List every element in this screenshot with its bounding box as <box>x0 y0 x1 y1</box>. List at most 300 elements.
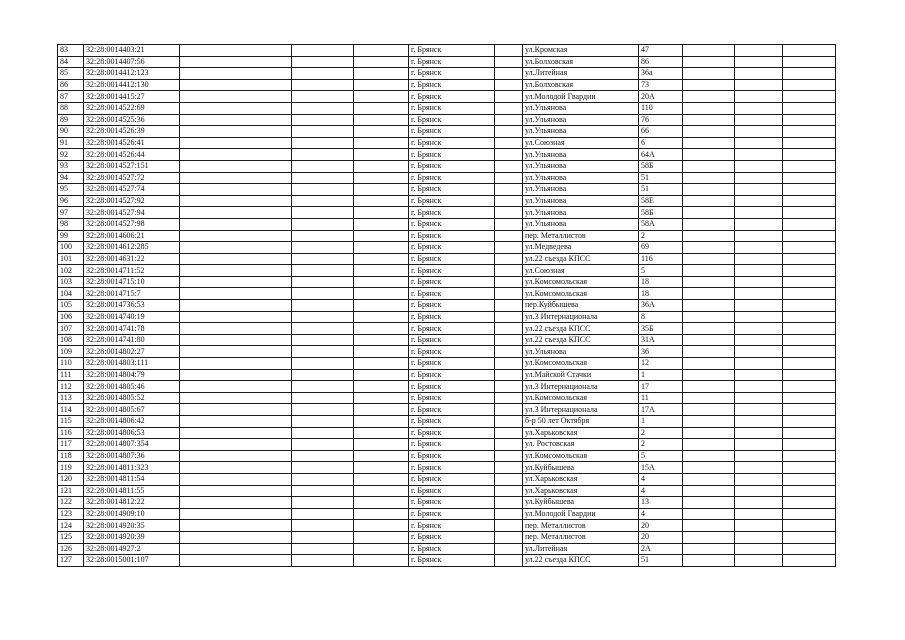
empty-cell <box>683 473 735 485</box>
empty-cell <box>735 473 783 485</box>
empty-cell <box>354 462 409 474</box>
city-cell: г. Брянск <box>409 160 495 172</box>
empty-cell <box>354 311 409 323</box>
empty-cell <box>180 555 292 567</box>
city-cell: г. Брянск <box>409 358 495 370</box>
empty-cell <box>495 311 523 323</box>
cadastral-number-cell: 32:28:0014403:21 <box>84 45 180 57</box>
empty-cell <box>783 381 836 393</box>
empty-cell <box>735 114 783 126</box>
empty-cell <box>495 265 523 277</box>
row-number-cell: 110 <box>58 358 84 370</box>
street-cell: ул.Ульянова <box>523 114 639 126</box>
cadastral-number-cell: 32:28:0014806:42 <box>84 416 180 428</box>
empty-cell <box>495 555 523 567</box>
empty-cell <box>180 427 292 439</box>
empty-cell <box>180 416 292 428</box>
empty-cell <box>180 242 292 254</box>
house-number-cell: 36 <box>639 346 683 358</box>
empty-cell <box>292 462 354 474</box>
cadastral-number-cell: 32:28:0014811:323 <box>84 462 180 474</box>
empty-cell <box>495 160 523 172</box>
empty-cell <box>735 485 783 497</box>
empty-cell <box>683 462 735 474</box>
street-cell: пер.Куйбышева <box>523 300 639 312</box>
empty-cell <box>735 404 783 416</box>
empty-cell <box>683 91 735 103</box>
row-number-cell: 93 <box>58 160 84 172</box>
empty-cell <box>292 253 354 265</box>
house-number-cell: 51 <box>639 172 683 184</box>
house-number-cell: 4 <box>639 485 683 497</box>
street-cell: ул.Комсомольская <box>523 392 639 404</box>
city-cell: г. Брянск <box>409 91 495 103</box>
empty-cell <box>180 450 292 462</box>
city-cell: г. Брянск <box>409 392 495 404</box>
empty-cell <box>292 195 354 207</box>
empty-cell <box>180 392 292 404</box>
empty-cell <box>180 346 292 358</box>
empty-cell <box>292 508 354 520</box>
empty-cell <box>495 195 523 207</box>
cadastral-number-cell: 32:28:0014812:22 <box>84 497 180 509</box>
city-cell: г. Брянск <box>409 404 495 416</box>
empty-cell <box>354 230 409 242</box>
row-number-cell: 85 <box>58 68 84 80</box>
empty-cell <box>683 56 735 68</box>
empty-cell <box>783 253 836 265</box>
table-row <box>58 334 836 346</box>
empty-cell <box>292 392 354 404</box>
table-row <box>58 79 836 91</box>
empty-cell <box>783 137 836 149</box>
empty-cell <box>180 358 292 370</box>
street-cell: ул.Молодой Гвардии <box>523 91 639 103</box>
empty-cell <box>180 137 292 149</box>
empty-cell <box>495 358 523 370</box>
empty-cell <box>180 439 292 451</box>
empty-cell <box>354 369 409 381</box>
empty-cell <box>180 172 292 184</box>
empty-cell <box>783 230 836 242</box>
table-row <box>58 450 836 462</box>
street-cell: ул.Ульянова <box>523 218 639 230</box>
empty-cell <box>783 218 836 230</box>
empty-cell <box>495 543 523 555</box>
city-cell: г. Брянск <box>409 265 495 277</box>
city-cell: г. Брянск <box>409 462 495 474</box>
empty-cell <box>180 288 292 300</box>
empty-cell <box>292 137 354 149</box>
empty-cell <box>783 450 836 462</box>
street-cell: ул.Ульянова <box>523 102 639 114</box>
empty-cell <box>783 334 836 346</box>
row-number-cell: 107 <box>58 323 84 335</box>
city-cell: г. Брянск <box>409 346 495 358</box>
row-number-cell: 95 <box>58 184 84 196</box>
table-row <box>58 416 836 428</box>
row-number-cell: 112 <box>58 381 84 393</box>
empty-cell <box>354 404 409 416</box>
empty-cell <box>495 439 523 451</box>
city-cell: г. Брянск <box>409 184 495 196</box>
city-cell: г. Брянск <box>409 253 495 265</box>
house-number-cell: 86 <box>639 56 683 68</box>
empty-cell <box>783 473 836 485</box>
empty-cell <box>495 288 523 300</box>
empty-cell <box>495 508 523 520</box>
cadastral-number-cell: 32:28:0014909:10 <box>84 508 180 520</box>
house-number-cell: 31А <box>639 334 683 346</box>
street-cell: ул.Ульянова <box>523 126 639 138</box>
empty-cell <box>495 497 523 509</box>
empty-cell <box>683 242 735 254</box>
empty-cell <box>735 439 783 451</box>
cadastral-number-cell: 32:28:0014412:130 <box>84 79 180 91</box>
house-number-cell: 12 <box>639 358 683 370</box>
city-cell: г. Брянск <box>409 311 495 323</box>
empty-cell <box>495 137 523 149</box>
house-number-cell: 2 <box>639 427 683 439</box>
row-number-cell: 123 <box>58 508 84 520</box>
street-cell: ул.Ульянова <box>523 172 639 184</box>
house-number-cell: 66 <box>639 126 683 138</box>
house-number-cell: 76 <box>639 114 683 126</box>
cadastral-number-cell: 32:28:0014806:53 <box>84 427 180 439</box>
empty-cell <box>783 311 836 323</box>
city-cell: г. Брянск <box>409 300 495 312</box>
house-number-cell: 20 <box>639 520 683 532</box>
empty-cell <box>495 114 523 126</box>
cadastral-number-cell: 32:28:0014804:79 <box>84 369 180 381</box>
empty-cell <box>495 68 523 80</box>
city-cell: г. Брянск <box>409 172 495 184</box>
row-number-cell: 100 <box>58 242 84 254</box>
street-cell: ул.Комсомольская <box>523 450 639 462</box>
empty-cell <box>683 485 735 497</box>
empty-cell <box>735 56 783 68</box>
empty-cell <box>354 543 409 555</box>
street-cell: ул.Литейная <box>523 68 639 80</box>
empty-cell <box>683 439 735 451</box>
house-number-cell: 4 <box>639 473 683 485</box>
empty-cell <box>683 520 735 532</box>
street-cell: ул.22 съезда КПСС <box>523 334 639 346</box>
empty-cell <box>735 218 783 230</box>
city-cell: г. Брянск <box>409 195 495 207</box>
house-number-cell: 13 <box>639 497 683 509</box>
empty-cell <box>292 381 354 393</box>
empty-cell <box>683 404 735 416</box>
street-cell: пер. Металлистов <box>523 531 639 543</box>
table-row <box>58 114 836 126</box>
empty-cell <box>292 276 354 288</box>
street-cell: ул.Куйбышева <box>523 497 639 509</box>
house-number-cell: 47 <box>639 45 683 57</box>
empty-cell <box>783 79 836 91</box>
street-cell: ул.Харьковская <box>523 485 639 497</box>
empty-cell <box>354 276 409 288</box>
table-row <box>58 473 836 485</box>
street-cell: ул.Ульянова <box>523 160 639 172</box>
cadastral-number-cell: 32:28:0015001:107 <box>84 555 180 567</box>
empty-cell <box>354 207 409 219</box>
street-cell: ул.Болховская <box>523 79 639 91</box>
city-cell: г. Брянск <box>409 79 495 91</box>
empty-cell <box>354 242 409 254</box>
table-row <box>58 265 836 277</box>
house-number-cell: 58А <box>639 218 683 230</box>
row-number-cell: 117 <box>58 439 84 451</box>
cadastral-number-cell: 32:28:0014807:354 <box>84 439 180 451</box>
empty-cell <box>292 485 354 497</box>
empty-cell <box>683 288 735 300</box>
house-number-cell: 110 <box>639 102 683 114</box>
empty-cell <box>735 207 783 219</box>
house-number-cell: 20 <box>639 531 683 543</box>
empty-cell <box>495 253 523 265</box>
city-cell: г. Брянск <box>409 485 495 497</box>
empty-cell <box>683 276 735 288</box>
row-number-cell: 101 <box>58 253 84 265</box>
empty-cell <box>495 450 523 462</box>
empty-cell <box>354 555 409 567</box>
empty-cell <box>180 79 292 91</box>
table-row <box>58 543 836 555</box>
empty-cell <box>683 160 735 172</box>
empty-cell <box>683 102 735 114</box>
city-cell: г. Брянск <box>409 149 495 161</box>
city-cell: г. Брянск <box>409 230 495 242</box>
empty-cell <box>354 439 409 451</box>
city-cell: г. Брянск <box>409 531 495 543</box>
empty-cell <box>180 149 292 161</box>
empty-cell <box>180 218 292 230</box>
table-row <box>58 172 836 184</box>
empty-cell <box>354 288 409 300</box>
house-number-cell: 11 <box>639 392 683 404</box>
street-cell: ул.Кромская <box>523 45 639 57</box>
empty-cell <box>783 543 836 555</box>
empty-cell <box>735 311 783 323</box>
empty-cell <box>180 497 292 509</box>
empty-cell <box>735 102 783 114</box>
empty-cell <box>180 404 292 416</box>
cadastral-number-cell: 32:28:0014527:72 <box>84 172 180 184</box>
empty-cell <box>354 427 409 439</box>
city-cell: г. Брянск <box>409 137 495 149</box>
street-cell: ул.Комсомольская <box>523 358 639 370</box>
table-row <box>58 126 836 138</box>
row-number-cell: 125 <box>58 531 84 543</box>
empty-cell <box>180 462 292 474</box>
city-cell: г. Брянск <box>409 555 495 567</box>
empty-cell <box>735 184 783 196</box>
empty-cell <box>495 462 523 474</box>
empty-cell <box>783 265 836 277</box>
empty-cell <box>735 358 783 370</box>
empty-cell <box>495 531 523 543</box>
empty-cell <box>783 160 836 172</box>
empty-cell <box>683 126 735 138</box>
empty-cell <box>354 520 409 532</box>
row-number-cell: 91 <box>58 137 84 149</box>
empty-cell <box>354 450 409 462</box>
empty-cell <box>354 172 409 184</box>
empty-cell <box>735 555 783 567</box>
empty-cell <box>292 439 354 451</box>
empty-cell <box>783 184 836 196</box>
street-cell: ул.Союзная <box>523 137 639 149</box>
empty-cell <box>292 102 354 114</box>
table-row <box>58 531 836 543</box>
cadastral-number-cell: 32:28:0014927:2 <box>84 543 180 555</box>
empty-cell <box>683 416 735 428</box>
empty-cell <box>783 276 836 288</box>
city-cell: г. Брянск <box>409 242 495 254</box>
empty-cell <box>495 427 523 439</box>
empty-cell <box>783 439 836 451</box>
empty-cell <box>735 450 783 462</box>
house-number-cell: 36А <box>639 300 683 312</box>
empty-cell <box>783 497 836 509</box>
table-row <box>58 184 836 196</box>
empty-cell <box>735 172 783 184</box>
table-row <box>58 253 836 265</box>
empty-cell <box>292 323 354 335</box>
table-row <box>58 311 836 323</box>
empty-cell <box>783 323 836 335</box>
empty-cell <box>735 149 783 161</box>
empty-cell <box>180 473 292 485</box>
empty-cell <box>495 126 523 138</box>
house-number-cell: 18 <box>639 276 683 288</box>
empty-cell <box>735 288 783 300</box>
table-row <box>58 207 836 219</box>
table-row <box>58 358 836 370</box>
empty-cell <box>683 68 735 80</box>
empty-cell <box>354 381 409 393</box>
empty-cell <box>292 207 354 219</box>
city-cell: г. Брянск <box>409 114 495 126</box>
empty-cell <box>735 265 783 277</box>
empty-cell <box>783 288 836 300</box>
house-number-cell: 51 <box>639 184 683 196</box>
empty-cell <box>292 300 354 312</box>
empty-cell <box>735 68 783 80</box>
table-row <box>58 392 836 404</box>
street-cell: ул.Майской Стачки <box>523 369 639 381</box>
empty-cell <box>735 79 783 91</box>
empty-cell <box>683 265 735 277</box>
house-number-cell: 18 <box>639 288 683 300</box>
empty-cell <box>735 195 783 207</box>
empty-cell <box>292 473 354 485</box>
house-number-cell: 51 <box>639 555 683 567</box>
city-cell: г. Брянск <box>409 427 495 439</box>
city-cell: г. Брянск <box>409 68 495 80</box>
cadastral-number-cell: 32:28:0014736:53 <box>84 300 180 312</box>
empty-cell <box>354 102 409 114</box>
row-number-cell: 109 <box>58 346 84 358</box>
empty-cell <box>292 68 354 80</box>
street-cell: ул.22 съезда КПСС <box>523 555 639 567</box>
empty-cell <box>354 265 409 277</box>
empty-cell <box>735 531 783 543</box>
empty-cell <box>495 392 523 404</box>
empty-cell <box>735 45 783 57</box>
empty-cell <box>783 114 836 126</box>
table-row <box>58 497 836 509</box>
empty-cell <box>180 543 292 555</box>
empty-cell <box>354 358 409 370</box>
empty-cell <box>354 160 409 172</box>
empty-cell <box>783 149 836 161</box>
table-row <box>58 555 836 567</box>
empty-cell <box>495 485 523 497</box>
cadastral-number-cell: 32:28:0014522:69 <box>84 102 180 114</box>
empty-cell <box>292 531 354 543</box>
empty-cell <box>735 126 783 138</box>
city-cell: г. Брянск <box>409 520 495 532</box>
empty-cell <box>292 114 354 126</box>
cadastral-number-cell: 32:28:0014805:52 <box>84 392 180 404</box>
cadastral-number-cell: 32:28:0014805:46 <box>84 381 180 393</box>
city-cell: г. Брянск <box>409 497 495 509</box>
cadastral-number-cell: 32:28:0014920:39 <box>84 531 180 543</box>
empty-cell <box>292 543 354 555</box>
empty-cell <box>735 369 783 381</box>
empty-cell <box>354 149 409 161</box>
street-cell: пер. Металлистов <box>523 520 639 532</box>
street-cell: ул.Ульянова <box>523 149 639 161</box>
empty-cell <box>683 392 735 404</box>
empty-cell <box>292 265 354 277</box>
empty-cell <box>683 323 735 335</box>
empty-cell <box>495 381 523 393</box>
empty-cell <box>683 218 735 230</box>
empty-cell <box>292 91 354 103</box>
table-row <box>58 369 836 381</box>
cadastral-number-cell: 32:28:0014525:36 <box>84 114 180 126</box>
empty-cell <box>354 195 409 207</box>
empty-cell <box>783 126 836 138</box>
empty-cell <box>783 300 836 312</box>
empty-cell <box>783 416 836 428</box>
house-number-cell: 58Б <box>639 160 683 172</box>
empty-cell <box>292 230 354 242</box>
cadastral-number-cell: 32:28:0014811:55 <box>84 485 180 497</box>
empty-cell <box>783 508 836 520</box>
row-number-cell: 114 <box>58 404 84 416</box>
empty-cell <box>292 172 354 184</box>
street-cell: ул.Медведева <box>523 242 639 254</box>
row-number-cell: 118 <box>58 450 84 462</box>
table-row <box>58 68 836 80</box>
empty-cell <box>180 45 292 57</box>
empty-cell <box>495 45 523 57</box>
empty-cell <box>683 149 735 161</box>
empty-cell <box>292 404 354 416</box>
table-row <box>58 300 836 312</box>
empty-cell <box>783 45 836 57</box>
empty-cell <box>292 555 354 567</box>
empty-cell <box>292 520 354 532</box>
street-cell: ул.Ульянова <box>523 346 639 358</box>
empty-cell <box>180 253 292 265</box>
empty-cell <box>292 427 354 439</box>
empty-cell <box>180 91 292 103</box>
